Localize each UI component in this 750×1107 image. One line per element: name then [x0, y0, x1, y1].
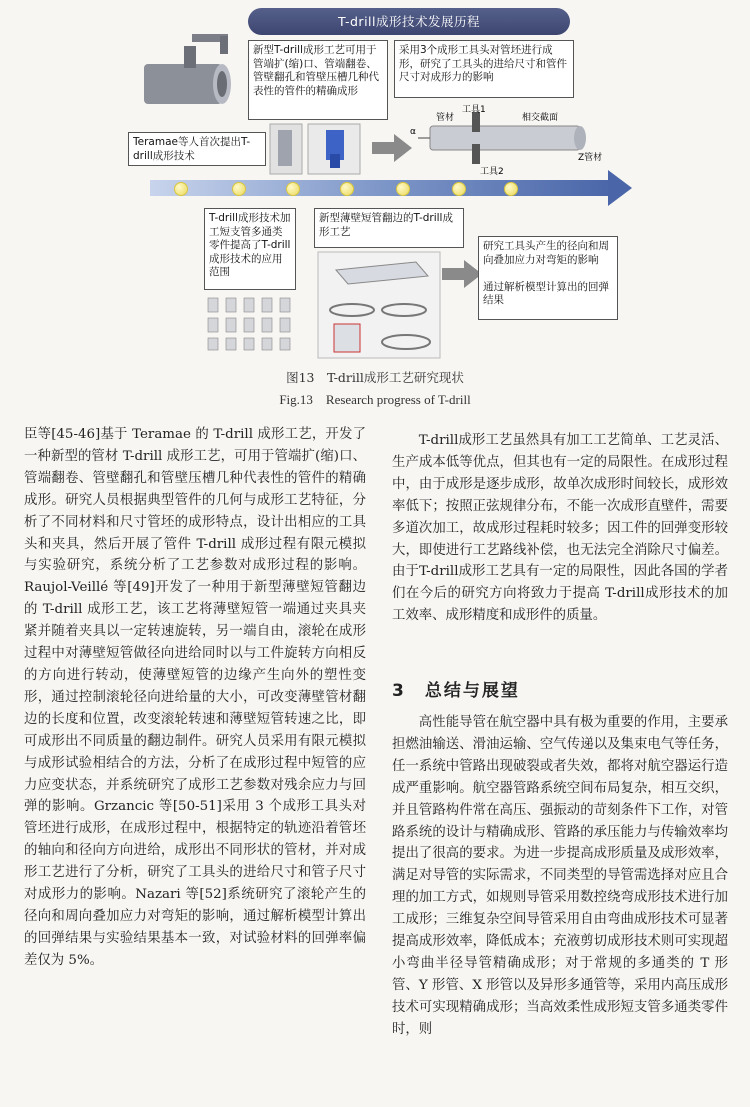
arrow-right-icon	[442, 260, 482, 288]
left-column	[24, 424, 366, 972]
timeline-dot	[286, 182, 300, 196]
label-tube: 管材	[436, 113, 455, 123]
box-stress-springback: 研究工具头产生的径向和周向叠加应力对弯矩的影响 通过解析模型计算出的回弹结果	[478, 236, 618, 320]
timeline-dot	[340, 182, 354, 196]
timeline-bar	[150, 180, 615, 196]
left-paragraph: 臣等[45-46]基于 Teramae 的 T-drill 成形工艺，开发了一种新型的管材 T-drill 成形工艺，可用于管端扩(缩)口、管端翻卷、管壁翻孔和管壁压槽几种代表性的管件的精确成形。研究人员根据典型管件的几何与成形工艺特征，分析了不同材料和尺寸管坯的成形特点，设计出相应的工具头和夹具，然后开展了管件 T-drill 成形过程有限元模拟与实验研究，系统分析了工艺参数对成形过程的影响。Raujol-Veillé 等[49]开发了一种用于新型薄壁短管翻边的 T-drill 成形工艺，该工艺将薄壁短管一端通过夹具夹紧并随着夹具以一定转速旋转，另一端自由，滚轮在成形过程中对薄壁短管做径向进给同时以与工件旋转方向相反的方向进行转动，使薄壁短管的边缘产生向外的塑性变形，通过控制滚轮径向进给量的大小，可改变薄壁管材翻边的长度和位置，改变滚轮转速和薄壁短管转速之比，即可成形出不同质量的翻边制件。研究人员采用有限元模拟与成形试验相结合的方法，分析了在成形过程中短管的应力应变状态，并系统研究了成形工艺参数对残余应力与回弹的影响。Grzancic 等[50-51]采用 3 个成形工具头对管坯进行成形，在成形过程中，根据特定的轨迹沿着管坯的轴向和径向方向进给，成形出不同形状的管材，并对成形工艺进行了分析，研究了工具头的进给尺寸和管子尺寸对成形力的影响。Nazari 等[52]系统研究了滚轮产生的径向和周向叠加应力对弯矩的影响，通过解析模型计算出的回弹结果与实验结果基本一致，对试验材料的回弹率偏差仅为 5%。	[24, 427, 366, 968]
box-new-process: 新型T-drill成形工艺可用于管端扩(缩)口、管端翻卷、管壁翻孔和管壁压槽几种代表性的管件的精确成形	[248, 40, 388, 120]
box-teramae: Teramae等人首次提出T-drill成形技术	[128, 132, 266, 166]
section-heading: 3 总结与展望	[392, 681, 520, 701]
branch-parts-illustration	[204, 294, 314, 354]
label-tool2: 工具2	[480, 167, 504, 177]
timeline-dot	[232, 182, 246, 196]
box-thin-wall: 新型薄壁短管翻边的T-drill成形工艺	[314, 208, 464, 248]
timeline-arrowhead	[608, 170, 632, 206]
label-section: 相交截面	[522, 113, 559, 123]
timeline-dot	[396, 182, 410, 196]
timeline-dot	[504, 182, 518, 196]
svg-text:α: α	[410, 127, 416, 137]
timeline-dot	[452, 182, 466, 196]
label-tool1: 工具1	[462, 105, 486, 115]
arrow-right-icon	[372, 134, 412, 162]
figure-caption-en: Fig.13 Research progress of T-drill	[279, 392, 471, 407]
thin-wall-flange-illustration	[316, 250, 442, 360]
figure-banner-title: T-drill成形技术发展历程	[248, 8, 570, 35]
tube-samples-illustration	[268, 120, 368, 178]
right-column-bottom	[392, 712, 728, 1041]
figure-13	[118, 4, 630, 360]
right-column-top	[392, 430, 728, 627]
box-short-branch: T-drill成形技术加工短支管多通类零件提高了T-drill成形技术的应用范围	[204, 208, 296, 290]
timeline-dot	[174, 182, 188, 196]
figure-caption-cn: 图13 T-drill成形工艺研究现状	[286, 370, 464, 385]
right-paragraph-summary: 高性能导管在航空器中具有极为重要的作用，主要承担燃油输送、滑油运输、空气传递以及集束电气等任务，任一系统中管路出现破裂或者失效，都将对航空器运行造成严重影响。航空器管路系统空间布局复杂，相互交织，并且管路构件常在高压、强振动的苛刻条件下工作，对管路系统的设计与精确成形、管路的承压能力与传输效率均提出了很高的要求。为进一步提高成形质量及成形效率，满足对导管的实际需求，不同类型的导管需选择对应且合理的加工方式，如规则导管采用数控绕弯成形技术进行加工成形；三维复杂空间导管采用自由弯曲成形技术可显著提高成形效率，降低成本；充液剪切成形技术则可实现超小弯曲半径导管精确成形；对于常规的多通类的 T 形管、Y 形管、X 形管以及异形多通管等，采用内高压成形技术可实现精确成形；当高效柔性成形短支管多通类零件时，则	[392, 715, 728, 1037]
three-tools-illustration	[410, 104, 620, 182]
label-z-tube: Z管材	[578, 153, 603, 163]
teramae-tube-illustration	[136, 34, 246, 124]
box-three-tools: 采用3个成形工具头对管坯进行成形，研究了工具头的进给尺寸和管件尺寸对成形力的影响	[394, 40, 574, 98]
right-paragraph-limitations: T-drill成形工艺虽然具有加工工艺简单、工艺灵活、生产成本低等优点，但其也有一定的局限性。在成形过程中，由于成形是逐步成形，故单次成形时间较长，成形效率低下；按照正弦规律分布，不能一次成形直壁件，需要多道次加工，故成形过程耗时较多；因工件的回弹变形较大，即使进行工艺路线补偿，也无法完全消除尺寸偏差。由于T-drill成形工艺具有一定的局限性，因此各国的学者们在今后的研究方向将致力于提高 T-drill成形技术的加工效率、成形精度和成形件的质量。	[392, 433, 728, 624]
